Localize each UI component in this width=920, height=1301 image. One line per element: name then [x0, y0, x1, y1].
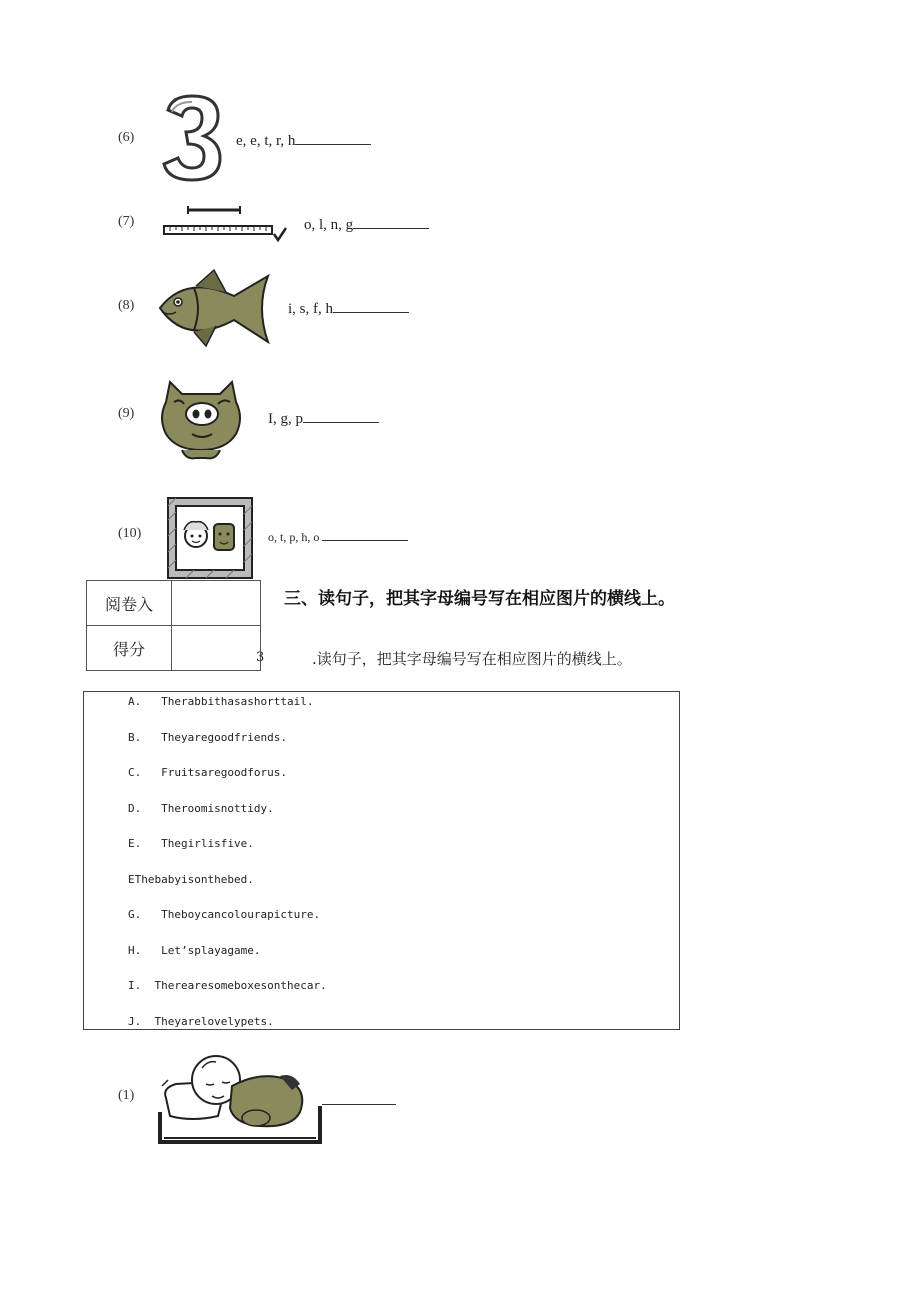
question-1-blank[interactable]: [322, 1090, 396, 1105]
option-c: [128, 766, 287, 779]
option-text: Theyaregoodfriends.: [161, 731, 287, 744]
options-box: [83, 691, 680, 1030]
option-letter: A.: [128, 695, 142, 708]
question-10-number: (10): [118, 526, 142, 541]
question-1-answer: [322, 1090, 396, 1109]
question-10-letters: o, t, p, h, o: [268, 530, 320, 544]
question-8-letters: i, s, f, h: [288, 301, 333, 317]
pig-picture: [156, 372, 246, 462]
sub-instruction: .读句子，把其字母编号写在相应图片的横线上。: [312, 650, 632, 668]
option-b: [128, 731, 287, 744]
baby-on-bed-picture: [152, 1046, 328, 1150]
option-j: [128, 1015, 274, 1028]
option-letter: C.: [128, 766, 142, 779]
option-g: [128, 908, 320, 921]
fish-picture: [156, 266, 274, 350]
option-text: EThebabyisonthebed.: [128, 873, 254, 886]
reviewer-label: 阅卷入: [87, 581, 172, 626]
question-8-answer: [288, 298, 409, 318]
question-10-answer: [268, 530, 408, 545]
question-7-answer: [304, 214, 429, 234]
question-9-number: (9): [118, 406, 135, 421]
option-a: [128, 695, 313, 708]
number-three-picture: [158, 92, 226, 184]
question-8-number: (8): [118, 298, 135, 313]
question-7-blank[interactable]: [353, 214, 429, 229]
reviewer-cell[interactable]: [172, 581, 261, 626]
option-text: Theboycancolourapicture.: [161, 908, 321, 921]
option-letter: I.: [128, 979, 142, 992]
option-text: Therearesomeboxesonthecar.: [154, 979, 327, 992]
question-6-letters: e, e, t, r, h: [236, 133, 296, 149]
option-letter: E.: [128, 837, 142, 850]
option-f: [128, 873, 254, 886]
option-letter: D.: [128, 802, 142, 815]
ruler-picture: [160, 200, 290, 246]
question-6-answer: [236, 130, 371, 150]
question-9-answer: [268, 408, 379, 428]
question-9-letters: I, g, p: [268, 411, 303, 427]
option-letter: G.: [128, 908, 142, 921]
question-10-blank[interactable]: [322, 530, 408, 541]
question-6-number: (6): [118, 130, 135, 145]
question-9-blank[interactable]: [303, 408, 379, 423]
option-letter: J.: [128, 1015, 142, 1028]
option-d: [128, 802, 274, 815]
option-text: Theyarelovelypets.: [154, 1015, 274, 1028]
question-1-number: (1): [118, 1088, 135, 1103]
option-text: Let’splayagame.: [161, 944, 261, 957]
score-box: [86, 580, 261, 671]
option-text: Thegirlisfive.: [161, 837, 254, 850]
photo-picture: [166, 496, 254, 580]
option-text: Therabbithasashorttail.: [161, 695, 314, 708]
score-label: 得分: [87, 626, 172, 671]
question-8-blank[interactable]: [333, 298, 409, 313]
option-text: Theroomisnottidy.: [161, 802, 274, 815]
option-i: [128, 979, 327, 992]
question-7-number: (7): [118, 214, 135, 229]
question-7-letters: o, l, n, g: [304, 217, 354, 233]
option-letter: H.: [128, 944, 142, 957]
option-e: [128, 837, 254, 850]
score-cell[interactable]: [172, 626, 261, 671]
option-h: [128, 944, 260, 957]
question-6-blank[interactable]: [295, 130, 371, 145]
option-text: Fruitsaregoodforus.: [161, 766, 287, 779]
sub-question-number: 3: [256, 650, 265, 665]
section-title: 三、读句子，把其字母编号写在相应图片的横线上。: [284, 589, 675, 609]
option-letter: B.: [128, 731, 142, 744]
